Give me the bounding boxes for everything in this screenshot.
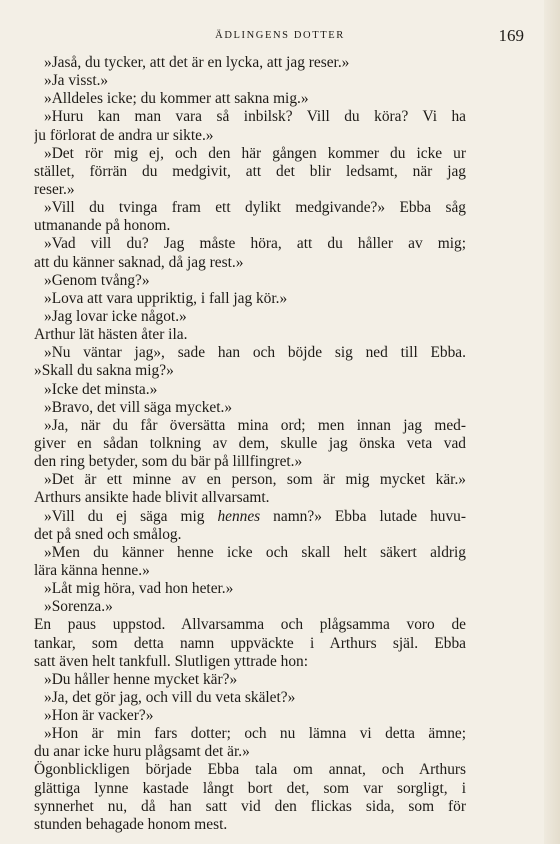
text-line: Arthur lät hästen åter ila. (34, 326, 188, 344)
text-line: »Huru kan man vara så inbilsk? Vill du köra? Vi ha (44, 108, 466, 126)
text-line: »Lova att vara uppriktig, i fall jag kör.» (44, 289, 288, 307)
text-line: Arthurs ansikte hade blivit allvarsamt. (34, 489, 270, 507)
text-line: »Bravo, det vill säga mycket.» (44, 398, 233, 416)
text-line: »Vill du tvinga fram ett dylikt medgivande?» Ebba såg (44, 199, 466, 217)
body-text (34, 54, 466, 834)
running-title: ÄDLINGENS DOTTER (215, 30, 345, 41)
text-line-with-emphasis (34, 508, 466, 526)
text-line: »Ja, när du får översätta mina ord; men innan jag med- (44, 416, 466, 434)
text-segment: namn?» Ebba lutade huvu- (260, 507, 466, 525)
text-line: »Sorenza.» (44, 598, 113, 616)
text-line: »Hon är vacker?» (44, 707, 154, 725)
text-line: »Jaså, du tycker, att det är en lycka, att jag reser.» (44, 54, 350, 71)
text-line: Ögonblickligen började Ebba tala om annat, och Arthurs (34, 761, 466, 779)
text-line: »Hon är min fars dotter; och nu lämna vi detta ämne; (44, 725, 466, 743)
text-line: »Alldeles icke; du kommer att sakna mig.» (44, 90, 309, 108)
text-line: glättiga lynne kastade långt bort det, som var sorgligt, i (34, 779, 466, 797)
text-line: »Nu väntar jag», sade han och böjde sig ned till Ebba. (44, 344, 466, 362)
text-line: utmanande på honom. (34, 217, 171, 235)
text-line: att du känner saknad, då jag rest.» (34, 253, 244, 271)
text-line: »Vad vill du? Jag måste höra, att du håller av mig; (44, 235, 466, 253)
text-line: synnerhet nu, då han satt vid den flickas sida, som för (34, 797, 466, 815)
text-line: tankar, som detta namn uppväckte i Arthurs själ. Ebba (34, 634, 466, 652)
text-line: »Jag lovar icke något.» (44, 307, 187, 325)
page-edge-shadow (544, 0, 560, 844)
text-line: »Du håller henne mycket kär?» (44, 670, 238, 688)
text-line: reser.» (34, 180, 75, 198)
text-line: du anar icke huru plågsamt det är.» (34, 743, 250, 761)
page-number: 169 (498, 26, 524, 45)
text-line: satt även helt tankfull. Slutligen yttrade hon: (34, 652, 308, 670)
text-line: »Låt mig höra, vad hon heter.» (44, 580, 234, 598)
text-line: »Det är ett minne av en person, som är mig mycket kär.» (44, 471, 466, 489)
text-line: En paus uppstod. Allvarsamma och plågsamma voro de (34, 616, 466, 634)
text-line: lära känna henne.» (34, 561, 150, 579)
italic-word: hennes (217, 507, 261, 525)
text-line: »Det rör mig ej, och den här gången kommer du icke ur (44, 144, 466, 162)
text-line: det på sned och smålog. (34, 525, 182, 543)
text-line: »Ja, det gör jag, och vill du veta skälet?» (44, 688, 296, 706)
text-line: »Skall du sakna mig?» (34, 362, 174, 380)
text-line: »Genom tvång?» (44, 271, 150, 289)
text-line: »Icke det minsta.» (44, 380, 158, 398)
text-line: ju förlorat de andra ur sikte.» (34, 126, 214, 144)
page-header (36, 26, 524, 52)
text-line: »Ja visst.» (44, 72, 109, 90)
text-segment: »Vill du ej säga mig (44, 507, 218, 525)
text-line: »Men du känner henne icke och skall helt säkert aldrig (44, 543, 466, 561)
text-line: den ring betyder, som du bär på lillfingret.» (34, 453, 303, 471)
text-line: stunden behagade honom mest. (34, 815, 228, 833)
text-line: stället, förrän du medgivit, att det blir ledsamt, när jag (34, 162, 466, 180)
text-line: giver en sådan tolkning av dem, skulle jag önska veta vad (34, 434, 466, 452)
